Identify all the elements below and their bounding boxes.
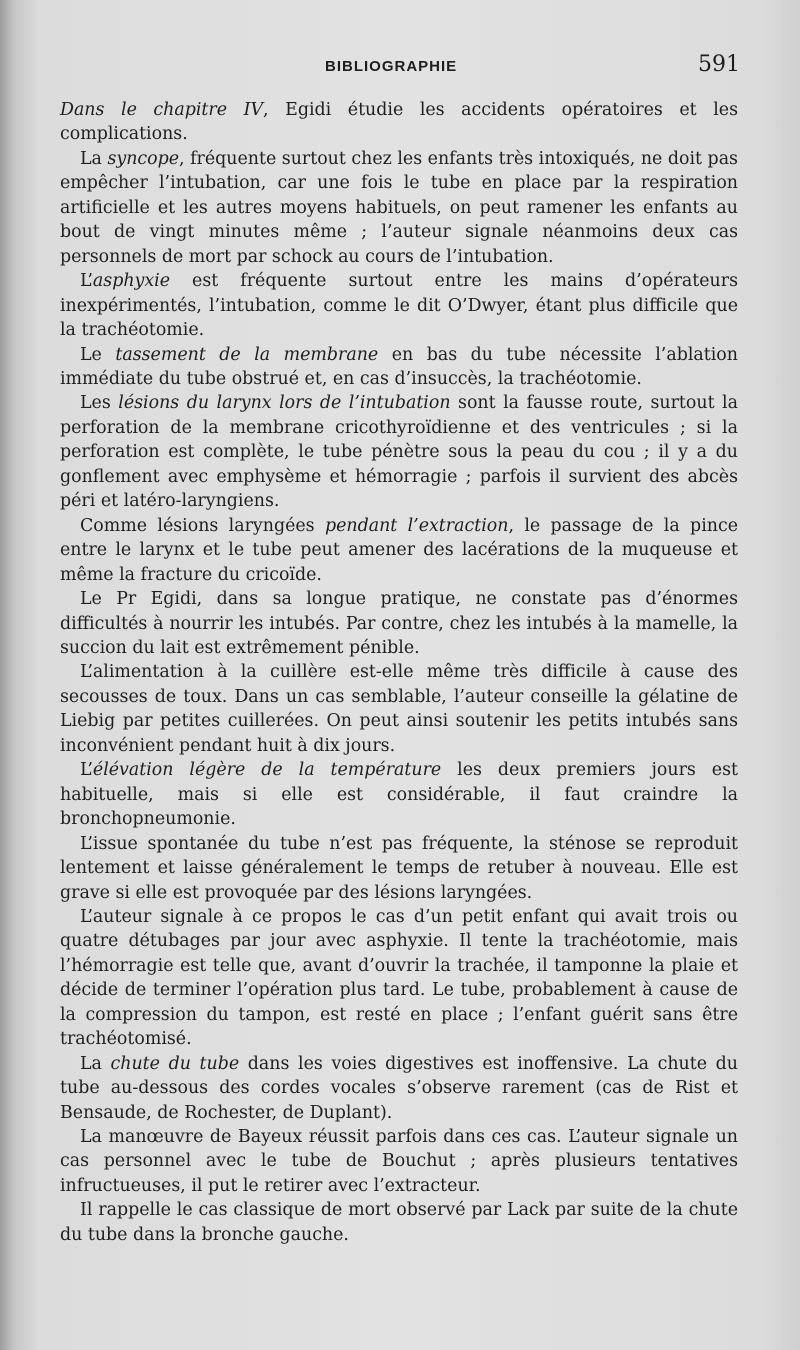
paragraph: L’issue spontanée du tube n’est pas fréquente, la sténose se reproduit lentement et laisse généralement le temps de retuber à nouveau. Elle est grave si elle est provoquée par des lésions laryngées. bbox=[60, 833, 738, 903]
paragraph: Il rappelle le cas classique de mort observé par Lack par suite de la chute du tube dans la bronche gauche. bbox=[60, 1200, 738, 1245]
paragraph: L’alimentation à la cuillère est-elle même très difficile à cause des secousses de toux. Dans un cas semblable, l’auteur conseille la gélatine de Liebig par petites cuillerées. On peut ainsi soutenir les petits intubés sans inconvénient pendant huit à dix jours. bbox=[60, 662, 738, 756]
paragraph: Le tassement de la membrane en bas du tube nécessite l’ablation immédiate du tube obstrué et, en cas d’insuccès, la trachéotomie. bbox=[60, 344, 738, 389]
paragraph: La manœuvre de Bayeux réussit parfois dans ces cas. L’auteur signale un cas personnel avec le tube de Bouchut ; après plusieurs tentatives infructueuses, il put le retirer avec l’extracteur. bbox=[60, 1127, 738, 1196]
page-body bbox=[60, 98, 738, 1247]
paragraph: La syncope, fréquente surtout chez les enfants très intoxiqués, ne doit pas empêcher l’intubation, car une fois le tube en place par la respiration artificielle et les autres moyens habituels, on peut ramener les enfants au bout de vingt minutes même ; l’auteur signale néanmoins deux cas personnels de mort par schock au cours de l’intubation. bbox=[60, 148, 738, 267]
paragraph: Le Pr Egidi, dans sa longue pratique, ne constate pas d’énormes difficultés à nourrir les intubés. Par contre, chez les intubés à la mamelle, la succion du lait est extrêmement pénible. bbox=[60, 589, 738, 658]
paragraph: L’asphyxie est fréquente surtout entre les mains d’opérateurs inexpérimentés, l’intubation, comme le dit O’Dwyer, étant plus difficile que la trachéotomie. bbox=[60, 271, 738, 341]
page-number: 591 bbox=[698, 52, 740, 77]
paragraph: L’élévation légère de la température les deux premiers jours est habituelle, mais si elle est considérable, il faut craindre la bronchopneumonie. bbox=[60, 760, 738, 830]
running-title: BIBLIOGRAPHIE bbox=[325, 58, 458, 75]
paragraph: Les lésions du larynx lors de l’intubation sont la fausse route, surtout la perforation de la membrane cricothyroïdienne et des ventricules ; si la perforation est complète, le tube pénètre sous la peau du cou ; il y a du gonflement avec emphysème et hémorragie ; parfois il survient des abcès péri et latéro-laryngiens. bbox=[60, 393, 738, 512]
paragraph: Comme lésions laryngées pendant l’extraction, le passage de la pince entre le larynx et le tube peut amener des lacérations de la muqueuse et même la fracture du cricoïde. bbox=[60, 515, 738, 585]
paragraph: Dans le chapitre IV, Egidi étudie les accidents opératoires et les complications. bbox=[60, 100, 738, 145]
page-header bbox=[60, 52, 740, 84]
paragraph: La chute du tube dans les voies digestives est inoffensive. La chute du tube au-dessous des cordes vocales s’observe rarement (cas de Rist et Bensaude, de Rochester, de Duplant). bbox=[60, 1053, 738, 1123]
paragraph: L’auteur signale à ce propos le cas d’un petit enfant qui avait trois ou quatre détubages par jour avec asphyxie. Il tente la trachéotomie, mais l’hémorragie est telle que, avant d’ouvrir la trachée, il tamponne la plaie et décide de terminer l’opération plus tard. Le tube, probablement à cause de la compression du tampon, est resté en place ; l’enfant guérit sans être trachéotomisé. bbox=[60, 906, 738, 1050]
